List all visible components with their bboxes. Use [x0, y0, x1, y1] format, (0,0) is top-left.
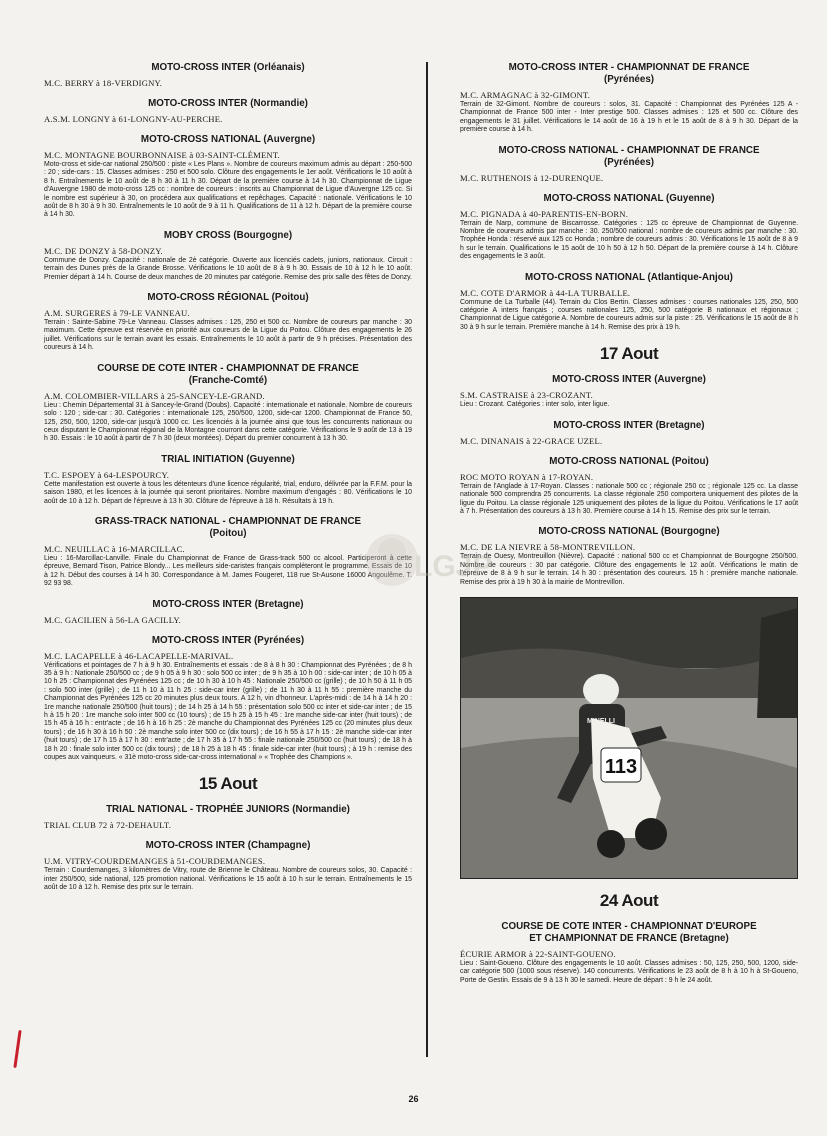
event-title	[44, 804, 412, 816]
organizing-club: ROC MOTO ROYAN à 17-ROYAN.	[460, 471, 594, 482]
event-title	[460, 145, 798, 169]
event-title-line: MOTO-CROSS INTER (Pyrénées)	[151, 634, 305, 646]
organizing-club: M.C. MONTAGNE BOURBONNAISE à 03-SAINT-CLÉMENT.	[44, 150, 281, 160]
event-title	[44, 635, 412, 647]
race-photo	[460, 597, 798, 879]
event-title-line: MOBY CROSS (Bourgogne)	[163, 229, 293, 241]
event-title	[460, 272, 798, 284]
event-title	[44, 516, 412, 540]
event-title-line-2: (Franche-Comté)	[188, 374, 268, 386]
event-title	[44, 134, 412, 146]
event-details: Terrain : Courdemanges, 3 kilomètres de Vitry, route de Brienne le Château. Nombre de coureurs solos, 30. Capacité : inter 250/500, side national, 125 promotion national. Vérifications le 15 août à 10 h sur le terrain. Entraînements le 15 août de 10 à 12 h. Remise des prix sur le terrain.	[44, 867, 412, 892]
event-details: Terrain : Sainte-Sabine 79-Le Vanneau. Classes admises : 125, 250 et 500 cc. Nombre de coureurs par manche : 30 maximum. Cette épreuve est réservée en priorité aux coureurs de la Ligue du Poitou. Clôture des engagements le 26 juillet. Vérifications sur le terrain avant les essais. Entraînements le 10 août à partir de 9 h précises. Présentation des coureurs à 14 h.	[44, 319, 412, 352]
event-entry	[460, 145, 798, 183]
event-title-line: MOTO-CROSS RÉGIONAL (Poitou)	[147, 292, 309, 304]
event-title-line: MOTO-CROSS INTER (Champagne)	[145, 840, 311, 852]
event-title-line-2: (Poitou)	[209, 527, 247, 539]
event-details: Terrain de 32-Gimont. Nombre de coureurs : solos, 31. Capacité : Championnat des Pyrénées 125 A - Championnat de France 500 inter - Inter prestige 500. Classes admises : 125 et 500 cc. Clôture des engagements le 31 juillet. Vérifications le 14 août de 16 à 19 h et le 15 août de 8 à 9 h 30. Départ de la première course à 14 h.	[460, 101, 798, 134]
scooter-rider-image	[461, 598, 797, 878]
event-details: Terrain de Ouesy, Montreuillon (Nièvre). Capacité : national 500 cc et Championnat de Bourgogne 250/500. Nombre de coureurs : 30 par catégorie. Clôture des engagements le 12 août. Vérifications le matin de l'épreuve de 8 à 9 h sur le terrain. 14 h 30 : présentation des coureurs. 15 h : première manche nationale. Remise des prix à 19 h 30 à la mairie de Montrevillon.	[460, 553, 798, 586]
event-entry	[44, 516, 412, 589]
event-entry	[460, 272, 798, 333]
event-entry	[44, 599, 412, 625]
event-title-line: MOTO-CROSS INTER (Bretagne)	[152, 598, 304, 610]
event-title	[44, 599, 412, 611]
organizing-club: M.C. LACAPELLE à 46-LACAPELLE-MARIVAL.	[44, 650, 234, 661]
event-details: Commune de Donzy. Capacité : nationale de 2è catégorie. Ouverte aux licenciés cadets, juniors, nationaux. Circuit : terrain des Dunes près de la Grande Brosse. Vérifications le 10 août de 8 à 9 h 30. Essais de 10 à 12 h le 10 août. Premier départ à 14 h. Course de deux manches de 20 minutes par catégorie. Remise des prix salle des fêtes de Donzy.	[44, 256, 412, 281]
event-title	[44, 98, 412, 110]
event-details: Vérifications et pointages de 7 h à 9 h 30. Entraînements et essais : de 8 à 8 h 30 : Championnat des Pyrénées ; de 8 h 35 à 9 h : Nationale 250/500 cc ; de 9 h 05 à 9 h 30 : solo 500 cc inter ; de 9 h 35 à 10 h 00 : side-car inter ; de 10 h 05 à 10 h 25 : Championnat des Pyrénées 125 cc ; de 10 h 30 à 10 h 45 : Nationale 250/500 cc (grille) ; de 10 h 50 à 11 h 05 : solo 500 inter (grille) ; de 11 h 10 à 11 h 25 : side-car inter (grille) ; de 11 h 30 à 11 h 55 : première manche du Championnat des Pyrénées 125 cc 20 minutes plus deux tours. A 12 h, vin d'honneur. L'après-midi : de 14 h à 14 h 20 : 1re manche nationale 250/500 (huit tours) ; de 14 h 25 à 14 h 55 : présentation solo 500 cc inter et side-car inter ; de 15 h à 15 h 20 : 1re manche solo inter 500 cc (10 tours) ; de 15 h 25 à 15 h 45 : 1re manche side-car inter (huit tours) ; de 15 h 45 à 16 h : entr'acte ; de 16 h à 16 h 25 : 2è manche du Championnat des Pyrénées 125 cc (20 minutes plus deux tours) ; de 16 h 30 à 16 h 50 : 2è manche solo inter 500 cc (dix tours) ; de 16 h 55 à 17 h 15 : 2è manche side-car inter (huit tours) ; de 17 h 15 à 17 h 30 : entr'acte ; de 17 h 35 à 17 h 55 : finale nationale 250/500 cc (huit tours) ; de 18 h à 18 h 20 : finale solo inter 500 cc (dix tours) ; de 18 h 25 à 18 h 45 : finale side-car inter (huit tours) ; à 19 h : remise des coupes aux vainqueurs. « 31è moto-cross side-car-cross international » « Trophée des Champions ».	[44, 661, 412, 762]
event-title-line: COURSE DE COTE INTER - CHAMPIONNAT DE FRANCE	[97, 362, 359, 374]
organizing-club: M.C. COTE D'ARMOR à 44-LA TURBALLE.	[460, 287, 631, 298]
organizing-club: M.C. ARMAGNAC à 32-GIMONT.	[460, 90, 591, 100]
event-title-line: TRIAL NATIONAL - TROPHÉE JUNIORS (Normandie)	[106, 804, 350, 816]
date-heading: 15 Aout	[198, 774, 258, 794]
event-title-line: MOTO-CROSS NATIONAL - CHAMPIONNAT DE FRANCE	[498, 144, 760, 156]
organizing-club: S.M. CASTRAISE à 23-CROZANT.	[460, 390, 593, 401]
event-title	[460, 526, 798, 538]
event-entry	[460, 420, 798, 446]
organizing-club: M.C. DE DONZY à 58-DONZY.	[44, 245, 163, 256]
event-entry	[44, 804, 412, 830]
event-title-line: TRIAL INITIATION (Guyenne)	[161, 453, 295, 465]
event-title	[460, 62, 798, 86]
event-entry	[460, 526, 798, 587]
event-entry	[44, 840, 412, 892]
organizing-club: U.M. VITRY-COURDEMANGES à 51-COURDEMANGES.	[44, 856, 266, 867]
organizing-club: A.S.M. LONGNY à 61-LONGNY-AU-PERCHE.	[44, 114, 223, 124]
event-title-line: MOTO-CROSS NATIONAL (Bourgogne)	[538, 526, 720, 538]
event-details: Moto-cross et side-car national 250/500 : piste « Les Plans ». Nombre de coureurs maximum admis au départ : 250-500 : 20 ; side-cars : 15. Classes admises : 250 et 500 solo. Clôture des engagements le 1er août. Vérifications le 10 août à 8 h. Entraînements le 10 août de 8 h 30 à 11 h 30. Départ de la première course à 14 h 30. Championnat de Ligue d'Auvergne 1980 de moto-cross 125 cc : nombre de coureurs : inscrits au Championnat de Ligue d'Auvergne 125 cc. Si le nombre est supérieur à 30, on procédera aux qualifications et repêchages. Capacité : nationale. Vérifications le 10 août de 8 h 30 à 9 h 30. Entraînements le 10 août de 9 à 11 h. Qualifications de 11 à 12 h. Départ de la première course à 14 h 30.	[44, 161, 412, 219]
event-title	[44, 363, 412, 387]
event-entry	[44, 363, 412, 444]
event-title-line: MOTO-CROSS NATIONAL (Atlantique-Anjou)	[525, 271, 733, 283]
event-title	[44, 840, 412, 852]
event-details: Cette manifestation est ouverte à tous les détenteurs d'une licence régularité, trial, enduro, délivrée par la F.F.M. pour la saison 1980, et les licences à la journée qui seront prioritaires. Nombre maximum d'engagés : 80. Vérifications le 10 août de 10 à 12 h. Départ de l'épreuve à 13 h 30. Clôture de l'épreuve à 18 h. Résultats à 19 h.	[44, 480, 412, 505]
event-title-line: MOTO-CROSS NATIONAL (Poitou)	[549, 455, 709, 467]
event-entry	[460, 921, 798, 985]
organizing-club: M.C. BERRY à 18-VERDIGNY.	[44, 78, 163, 88]
event-details: Lieu : 16-Marcillac-Lanville. Finale du Championnat de France de Grass-track 500 cc alcool. Participeront à cette épreuve, Bernard Tison, Patrice Blondy... Les meilleurs side-caristes français compléteront le programme. Essais de 10 à 12 h. Début des courses à 14 h 30. Correspondance à M. James Fougeret, 118 rue St-Ausone 16000 Angoulême. T. 92 93 98.	[44, 554, 412, 588]
event-title-line: MOTO-CROSS NATIONAL (Auvergne)	[140, 134, 316, 145]
organizing-club: M.C. RUTHENOIS à 12-DURENQUE.	[460, 172, 604, 183]
event-entry	[44, 454, 412, 506]
event-entry	[44, 62, 412, 88]
event-title-line: MOTO-CROSS INTER (Normandie)	[148, 98, 308, 109]
event-details: Lieu : Crozant. Catégories : inter solo, inter ligue.	[460, 401, 610, 409]
event-title	[44, 62, 412, 74]
event-title	[460, 193, 798, 205]
event-title-line: MOTO-CROSS INTER (Orléanais)	[151, 62, 305, 73]
date-heading: 24 Aout	[599, 890, 659, 910]
organizing-club: M.C. PIGNADA à 40-PARENTIS-EN-BORN.	[460, 208, 629, 219]
watermark-logo	[360, 518, 493, 608]
event-title-line-2: (Pyrénées)	[603, 74, 655, 85]
event-title	[460, 420, 798, 432]
event-title	[44, 292, 412, 304]
right-column	[460, 52, 798, 985]
event-title	[44, 454, 412, 466]
organizing-club: M.C. NEUILLAC à 16-MARCILLAC.	[44, 543, 185, 554]
event-details: Lieu : Saint-Goueno. Clôture des engagements le 10 août. Classes admises : 50, 125, 250, 500, 1200, side-car catégorie 500 (1000 sous réserve). 140 concurrents. Vérifications le 23 août de 8 h à 10 h à St-Goueno, Porte de Gestin. Essais de 9 à 13 h 30 le samedi. Heure de départ : 9 h le 24 août.	[460, 959, 798, 984]
event-title	[460, 456, 798, 468]
event-entry	[44, 635, 412, 763]
event-title-line: MOTO-CROSS NATIONAL (Guyenne)	[543, 192, 715, 204]
event-entry	[44, 292, 412, 353]
event-entry	[460, 456, 798, 517]
event-title-line: COURSE DE COTE INTER - CHAMPIONNAT D'EUROPE	[501, 920, 757, 932]
event-title-line: MOTO-CROSS INTER - CHAMPIONNAT DE FRANCE	[508, 62, 750, 73]
date-heading: 17 Aout	[599, 344, 659, 364]
event-entry	[44, 230, 412, 282]
organizing-club: ÉCURIE ARMOR à 22-SAINT-GOUENO.	[460, 948, 616, 959]
event-entry	[460, 62, 798, 135]
event-details: Terrain de Narp, commune de Biscarrosse. Catégories : 125 cc épreuve de Championnat de Guyenne. Nombre de coureurs admis par manche : 30. 250/500 national : nombre de coureurs admis par manche : 30. Trophée Honda : réservé aux 125 cc Honda ; nombre de coureurs admis : 30. Vérifications le 15 août de 8 à 9 h sur le terrain. Qualifications le 15 août de 10 h 50 à 12 h 50. Départ de la première course à 14 h. Clôture des engagements le 3 août.	[460, 219, 798, 261]
organizing-club: T.C. ESPOEY à 64-LESPOURCY.	[44, 469, 170, 480]
organizing-club: A.M. COLOMBIER-VILLARS à 25-SANCEY-LE-GRAND.	[44, 390, 265, 401]
event-title-line-2: ET CHAMPIONNAT DE FRANCE (Bretagne)	[529, 932, 729, 944]
event-entry	[44, 98, 412, 124]
event-title-line-2: (Pyrénées)	[603, 156, 655, 168]
organizing-club: A.M. SURGERES à 79-LE VANNEAU.	[44, 308, 190, 319]
event-title	[44, 230, 412, 242]
watermark-text: LGJP	[414, 550, 493, 583]
event-details: Lieu : Chemin Départemental 31 à Sancey-le-Grand (Doubs). Capacité : internationale et nationale. Nombre de coureurs solo : 120 ; side-car : 30. Catégories : internationale 125, 250/500, 1200, side-car 1200. Championnat de France 50, 125, 250, 500, 1200, side-car jusqu'à 1000 cc. Les licenciés à la journée ainsi que tous les concurrents nationaux ou ceux disputant le Championnat régional de la Montagne courront dans cette catégorie. Vérifications le 9 août de 13 à 19 h 30. Essais : le 10 août à partir de 7 h 30 (deux montées). Départ du premier concurrent à 13 h 30.	[44, 401, 412, 443]
organizing-club: M.C. DE LA NIEVRE à 58-MONTREVILLON.	[460, 542, 636, 553]
organizing-club: M.C. DINANAIS à 22-GRACE UZEL.	[460, 435, 603, 446]
rider-bib-text: MINELLI	[587, 717, 615, 725]
event-title	[460, 374, 798, 386]
organizing-club: TRIAL CLUB 72 à 72-DEHAULT.	[44, 820, 172, 831]
event-entry	[460, 193, 798, 262]
event-details: Commune de La Turballe (44). Terrain du Clos Bertin. Classes admises : courses nationales 125, 250, 500 catégorie A inters français ; courses nationales 125, 250, 500 catégorie B nationaux et régionaux ; Championnat de Ligue catégorie A. Nombre de coureurs admis sur la piste : 25. Vérifications le 15 août de 8 h 30 à 9 h sur le terrain. Première manche à 14 h. Remise des prix à 19 h.	[460, 298, 798, 331]
event-title-line: GRASS-TRACK NATIONAL - CHAMPIONNAT DE FRANCE	[94, 515, 362, 527]
event-title-line: MOTO-CROSS INTER (Bretagne)	[553, 419, 705, 431]
red-pen-mark	[13, 1030, 21, 1068]
left-column	[44, 52, 412, 893]
event-entry	[44, 134, 412, 220]
event-title	[460, 921, 798, 945]
race-number: 113	[604, 755, 638, 778]
organizing-club: M.C. GACILIEN à 56-LA GACILLY.	[44, 614, 181, 625]
page-number: 26	[408, 1094, 419, 1104]
event-details: Terrain de l'Anglade à 17-Royan. Classes : nationale 500 cc ; régionale 250 cc ; régionale 125 cc. La classe nationale 500 comprendra 25 concurrents. La classe régionale 250 comportera uniquement des pilotes de la ligue du Poitou. La classe régionale 125 uniquement des pilotes de la ligue du Poitou. Vérifications le 17 août à 7 h. Présentation des coureurs à 13 h 30. Première course à 14 h 15. Remise des prix sur le terrain.	[460, 482, 798, 515]
event-title-line: MOTO-CROSS INTER (Auvergne)	[552, 374, 706, 386]
event-entry	[460, 374, 798, 409]
